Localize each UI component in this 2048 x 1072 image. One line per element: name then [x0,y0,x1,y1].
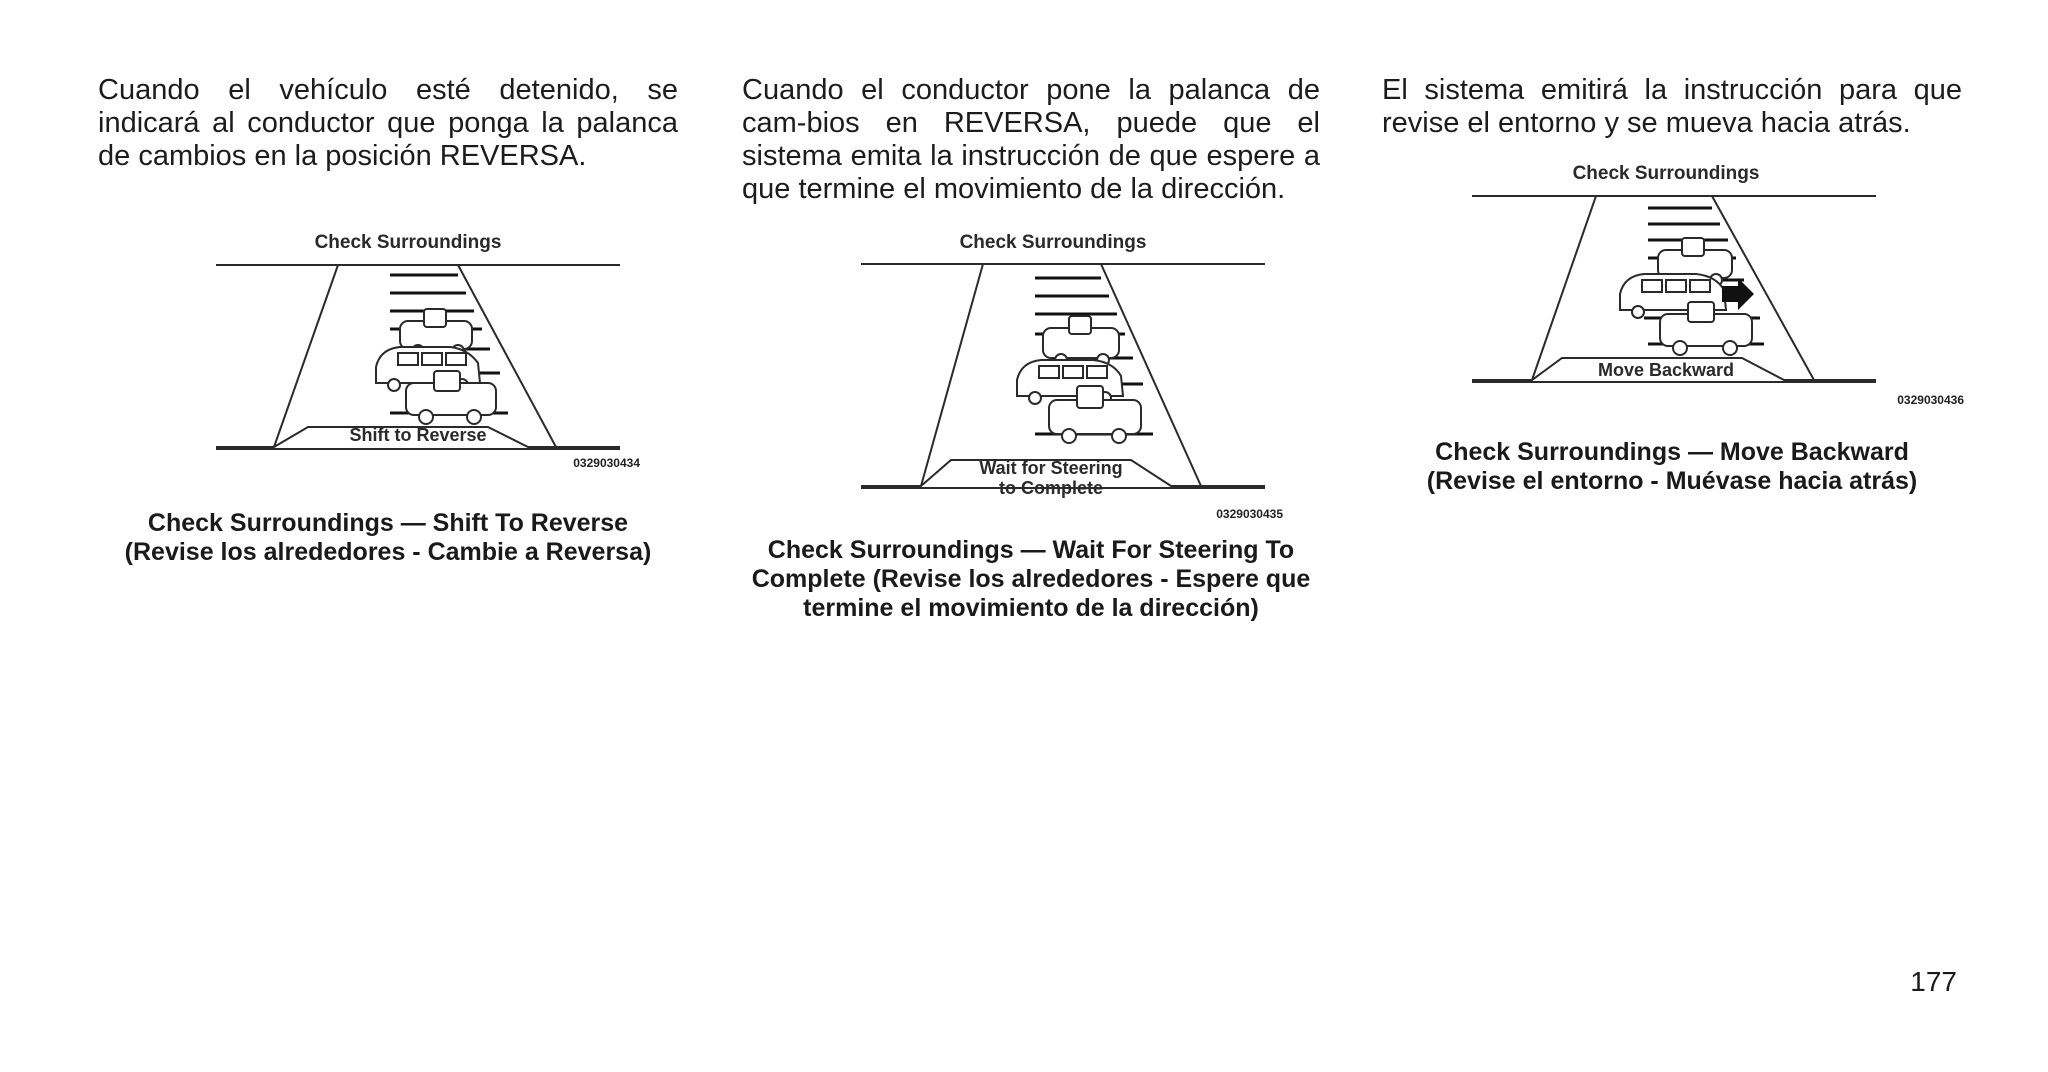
intro-paragraph-3: El sistema emitirá la instrucción para que revise el entorno y se mueva hacia atrás. [1382,74,1962,139]
figure-3-top-label: Check Surroundings [1572,163,1760,184]
figure-shift-to-reverse [128,217,648,517]
figure-3-id: 0329030436 [1897,393,1964,407]
caption-2-line-3: termine el movimiento de la dirección) [803,594,1259,622]
figure-2-bottom-label-line-2: to Complete [998,478,1104,498]
figure-move-backward [1382,158,1972,458]
figure-2-svg [771,224,1291,544]
intro-paragraph-1: Cuando el vehículo esté detenido, se indicará al conductor que ponga la palanca de cambios en la posición REVERSA. [98,74,678,172]
vehicle-icon [1017,360,1123,404]
parked-car-icon [1043,316,1119,366]
figure-2-top-label: Check Surroundings [959,232,1147,253]
caption-1 [98,509,678,567]
caption-1-line-1: Check Surroundings — Shift To Reverse [147,509,629,537]
figure-2-bottom-label-line-1: Wait for Steering [979,458,1123,478]
caption-1-line-2: (Revise los alrededores - Cambie a Reversa) [124,538,652,566]
caption-2-line-1: Check Surroundings — Wait For Steering To [767,536,1295,564]
figure-2-id: 0329030435 [1216,507,1283,521]
figure-3-svg [1382,158,1972,458]
arrow-right-icon [1722,278,1754,310]
column-1 [98,74,678,567]
figure-3-bottom-label: Move Backward [1597,360,1735,380]
figure-1-svg [128,217,648,517]
figure-1-bottom-label: Shift to Reverse [349,425,487,445]
caption-2-line-2: Complete (Revise los alrededores - Espere que [751,565,1311,593]
column-2 [742,74,1320,623]
figure-1-top-label: Check Surroundings [314,232,502,253]
page-number: 177 [1910,966,1957,997]
caption-2 [742,536,1320,623]
caption-3-line-2: (Revise el entorno - Muévase hacia atrás) [1426,467,1918,495]
intro-paragraph-2: Cuando el conductor pone la palanca de cam-bios en REVERSA, puede que el sistema emita la instrucción de que espere a que termine el movimiento de la dirección. [742,74,1320,205]
column-3 [1382,74,1962,496]
figure-1-id: 0329030434 [573,456,640,470]
caption-3-line-1: Check Surroundings — Move Backward [1435,438,1909,466]
figure-wait-for-steering [771,224,1291,544]
